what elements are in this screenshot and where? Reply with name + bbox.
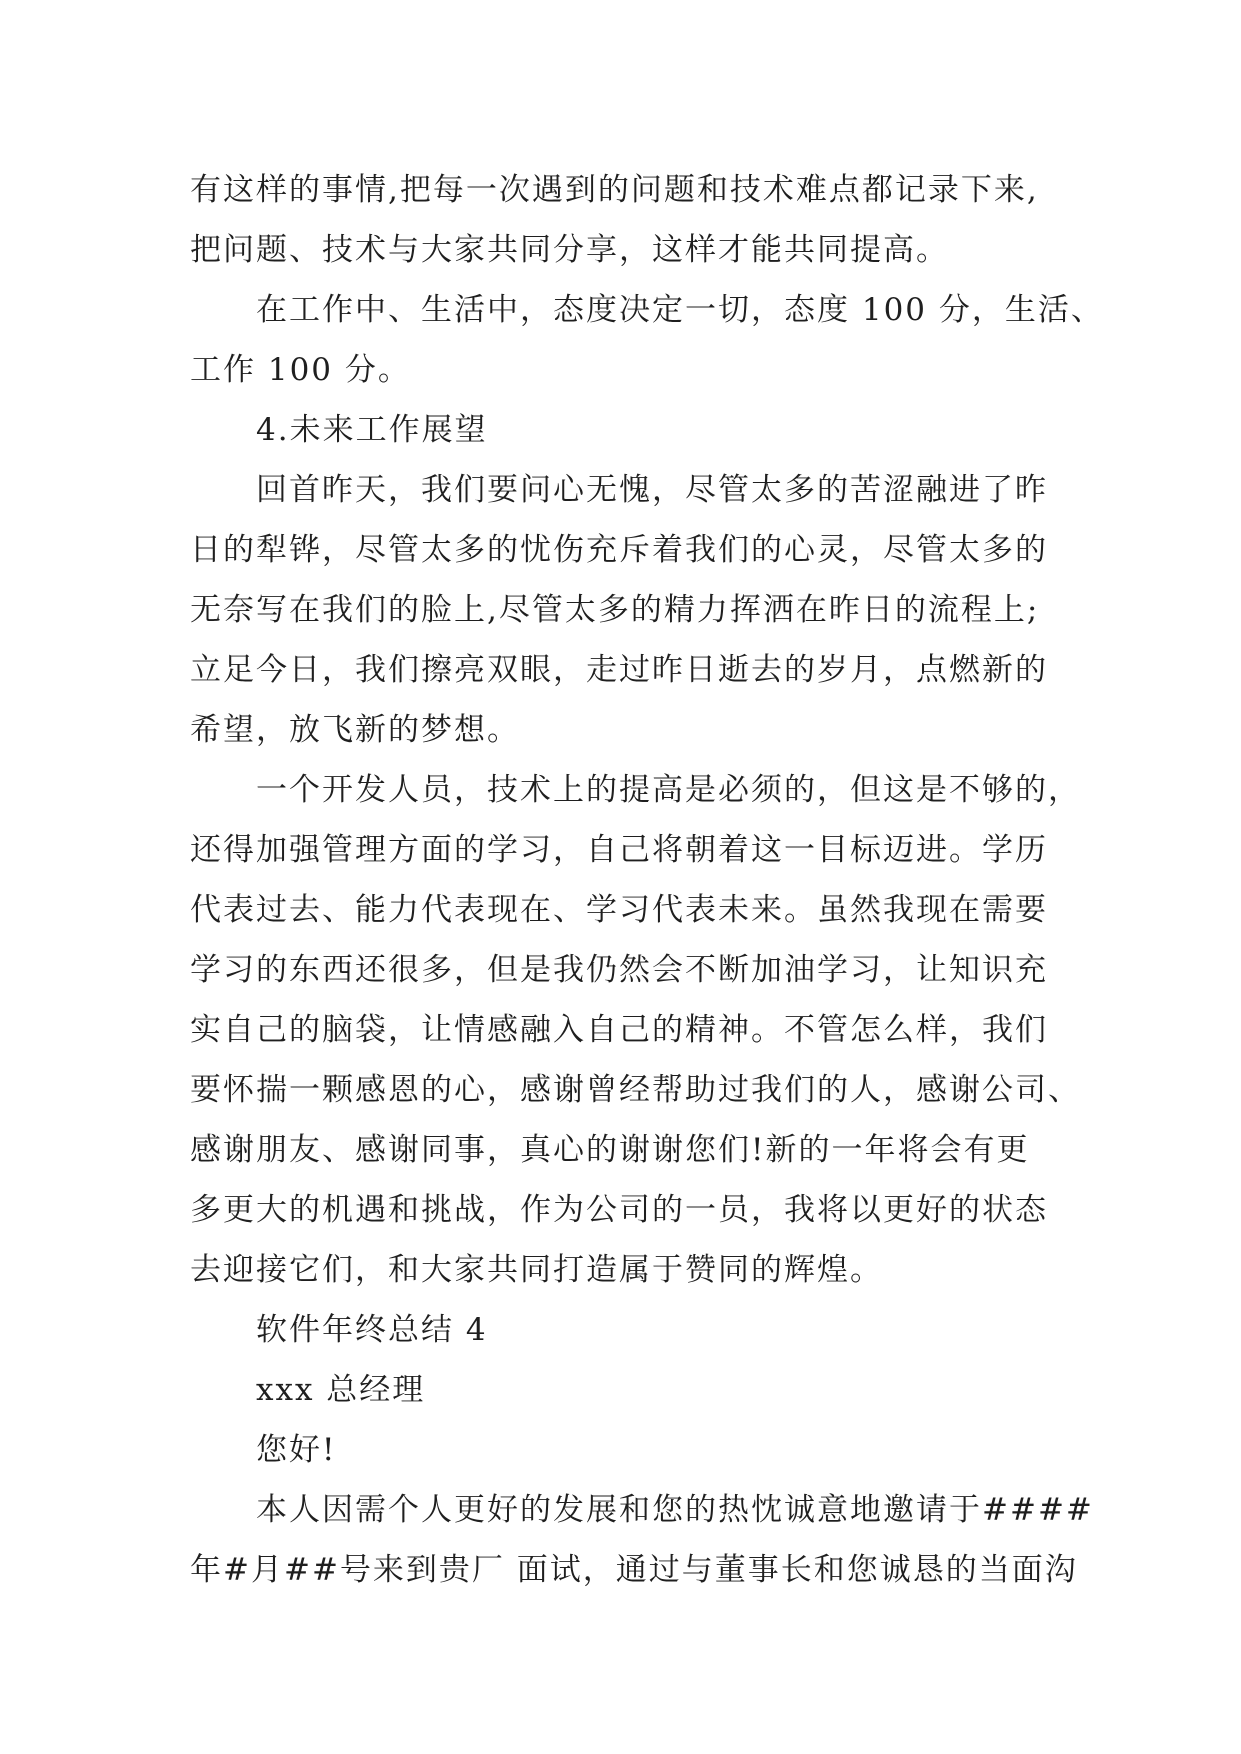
text-line: 立足今日，我们擦亮双眼，走过昨日逝去的岁月，点燃新的 [190,652,1048,688]
greeting: 您好! [256,1432,337,1468]
text-line: 去迎接它们，和大家共同打造属于赞同的辉煌。 [190,1252,883,1288]
text-line: 把问题、技术与大家共同分享，这样才能共同提高。 [190,232,949,268]
text-line: 要怀揣一颗感恩的心，感谢曾经帮助过我们的人，感谢公司、 [190,1072,1081,1108]
text-line: 代表过去、能力代表现在、学习代表未来。虽然我现在需要 [190,892,1048,928]
document-body [190,160,1104,1600]
text-line: 感谢朋友、感谢同事，真心的谢谢您们!新的一年将会有更 [190,1132,1030,1168]
paragraph-start: 回首昨天，我们要问心无愧，尽管太多的苦涩融进了昨 [256,472,1048,508]
text-line: 多更大的机遇和挑战，作为公司的一员，我将以更好的状态 [190,1192,1048,1228]
section-heading: 4.未来工作展望 [256,412,488,448]
text-line: 希望，放飞新的梦想。 [190,712,520,748]
text-line: 年#月##号来到贵厂 面试，通过与董事长和您诚恳的当面沟 [190,1552,1078,1588]
paragraph-start: 本人因需个人更好的发展和您的热忱诚意地邀请于#### [256,1492,1094,1528]
salutation-recipient: xxx 总经理 [256,1372,426,1408]
text-line: 有这样的事情,把每一次遇到的问题和技术难点都记录下来, [190,172,1039,208]
text-line: 还得加强管理方面的学习，自己将朝着这一目标迈进。学历 [190,832,1048,868]
text-line: 实自己的脑袋，让情感融入自己的精神。不管怎么样，我们 [190,1012,1048,1048]
text-line: 工作 100 分。 [190,352,411,388]
text-line: 日的犁铧，尽管太多的忧伤充斥着我们的心灵，尽管太多的 [190,532,1048,568]
paragraph-start: 在工作中、生活中，态度决定一切，态度 100 分，生活、 [256,292,1104,328]
text-line: 学习的东西还很多，但是我仍然会不断加油学习，让知识充 [190,952,1048,988]
paragraph-start: 一个开发人员，技术上的提高是必须的，但这是不够的， [256,772,1081,808]
document-subtitle: 软件年终总结 4 [256,1312,488,1348]
text-line: 无奈写在我们的脸上,尽管太多的精力挥洒在昨日的流程上; [190,592,1040,628]
